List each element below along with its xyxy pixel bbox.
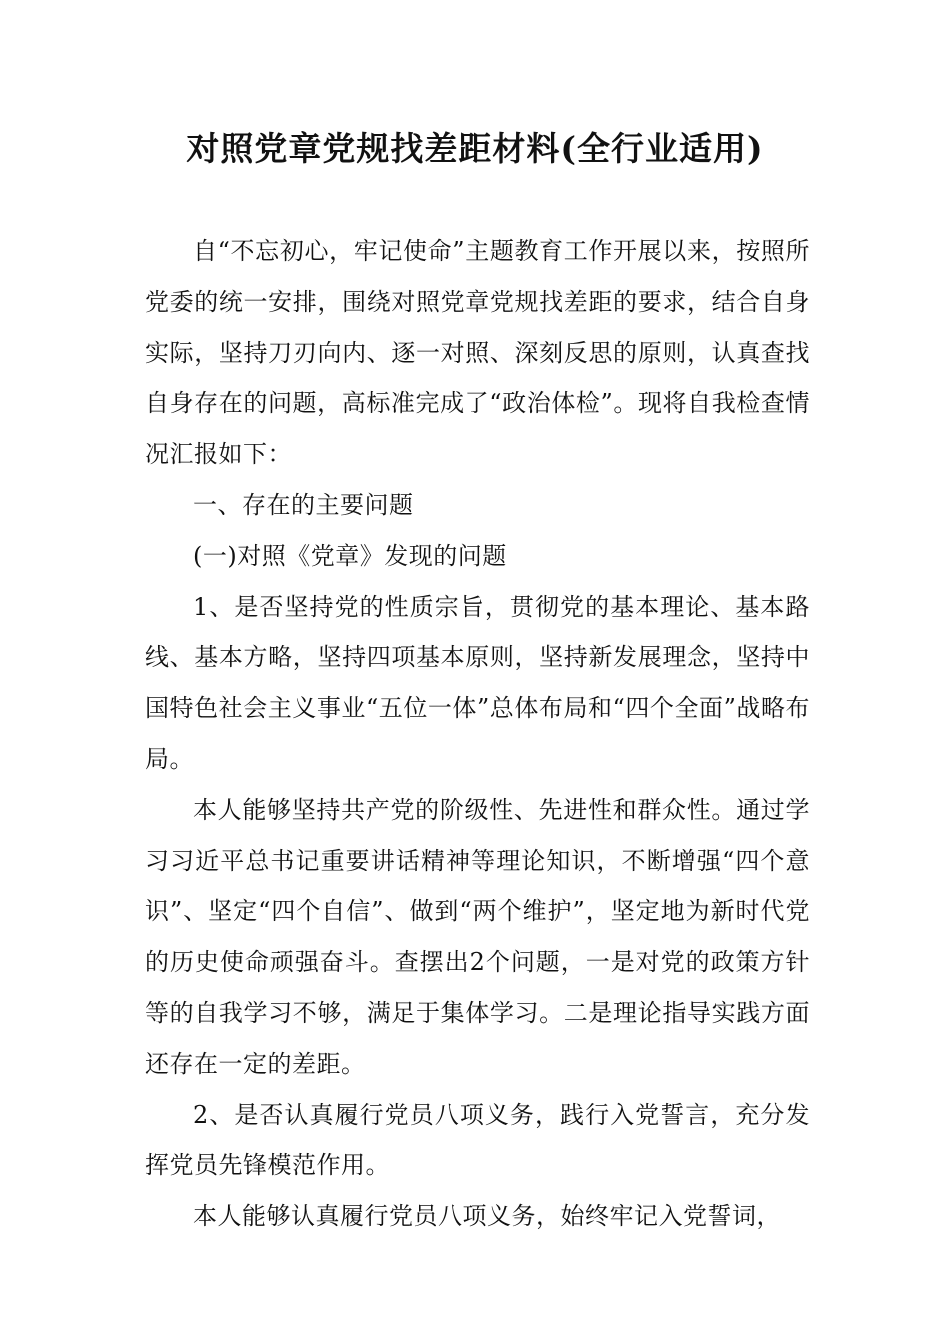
paragraph-intro: 自“不忘初心，牢记使命”主题教育工作开展以来，按照所党委的统一安排，围绕对照党章党规找差距的要求，结合自身实际，坚持刀刃向内、逐一对照、深刻反思的原则，认真查找自身存在的问题，高标准完成了“政治体检”。现将自我检查情况汇报如下： <box>145 237 810 469</box>
paragraph-item-1: 1、是否坚持党的性质宗旨，贯彻党的基本理论、基本路线、基本方略，坚持四项基本原则，坚持新发展理念，坚持中国特色社会主义事业“五位一体”总体布局和“四个全面”战略布局。 <box>145 592 810 773</box>
paragraph-item-2: 2、是否认真履行党员八项义务，践行入党誓言，充分发挥党员先锋模范作用。 <box>145 1100 810 1180</box>
paragraph-item-1-response: 本人能够坚持共产党的阶级性、先进性和群众性。通过学习习近平总书记重要讲话精神等理论知识，不断增强“四个意识”、坚定“四个自信”、做到“两个维护”，坚定地为新时代党的历史使命顽强奋斗。查摆出2个问题，一是对党的政策方针等的自我学习不够，满足于集体学习。二是理论指导实践方面还存在一定的差距。 <box>145 795 810 1078</box>
heading-subsection-1: (一)对照《党章》发现的问题 <box>193 541 507 570</box>
paragraph-item-2-response: 本人能够认真履行党员八项义务，始终牢记入党誓词， <box>193 1202 781 1231</box>
document-body <box>145 226 810 1242</box>
heading-section-1: 一、存在的主要问题 <box>193 490 414 519</box>
document-title: 对照党章党规找差距材料(全行业适用) <box>186 129 764 168</box>
